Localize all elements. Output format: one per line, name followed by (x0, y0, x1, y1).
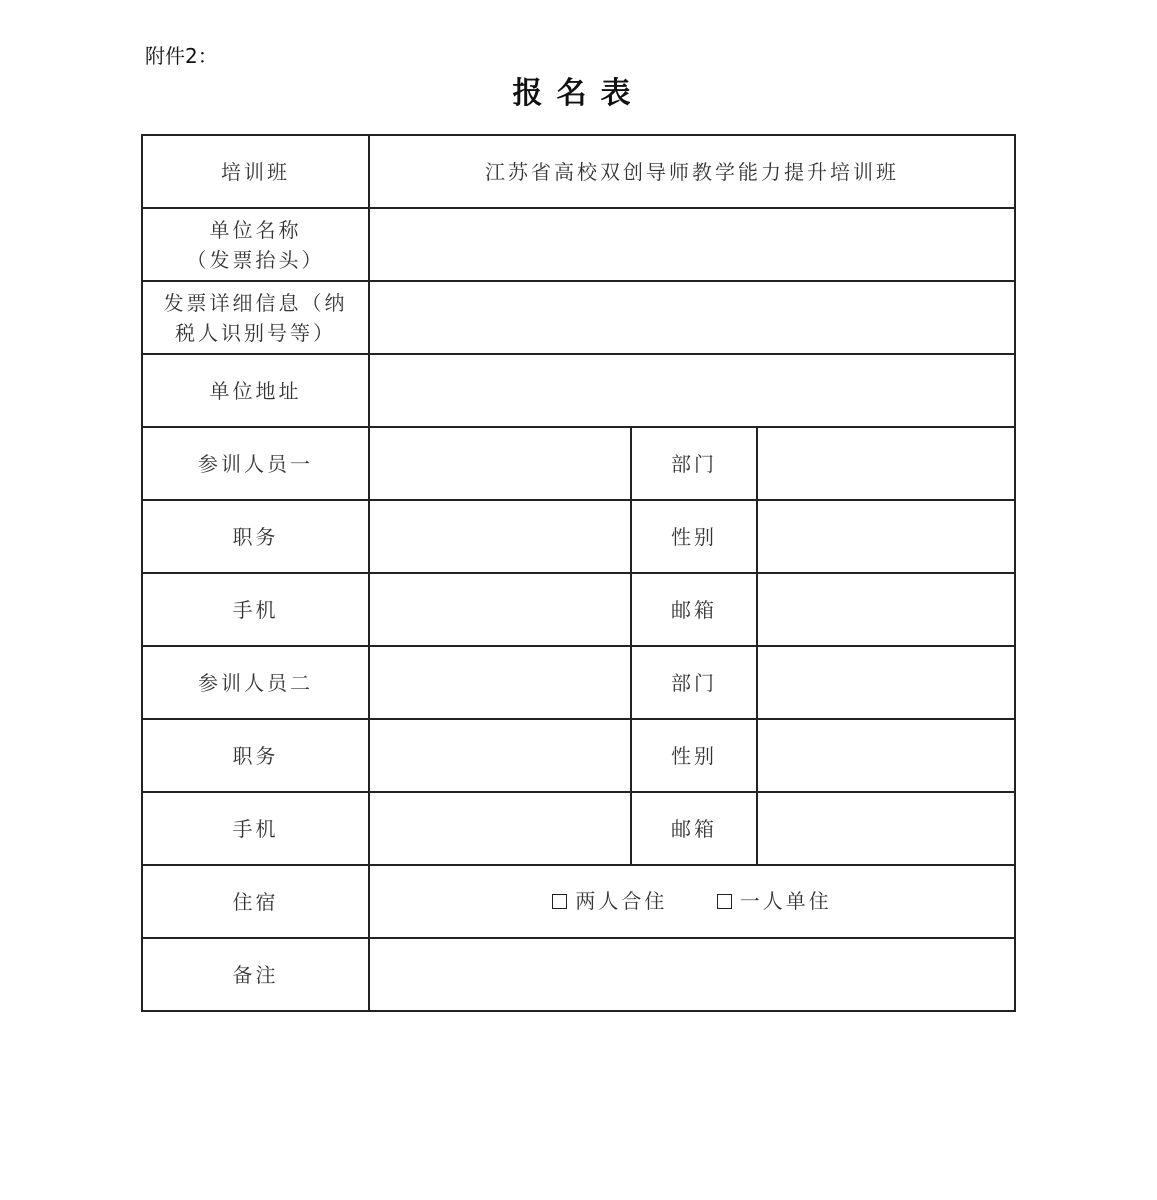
trainee-two-phone-field[interactable] (369, 792, 631, 865)
trainee-one-gender-field[interactable] (757, 500, 1015, 573)
registration-form-table (141, 134, 1016, 1012)
unit-name-field[interactable] (369, 208, 1015, 281)
single-room-label: 一人单住 (739, 889, 832, 914)
trainee-one-phone-label: 手机 (142, 573, 369, 646)
trainee-one-position-label: 职务 (142, 500, 369, 573)
trainee-two-email-field[interactable] (757, 792, 1015, 865)
single-room-checkbox[interactable] (717, 894, 732, 909)
row-lodging (142, 865, 1015, 938)
lodging-option-single[interactable] (717, 886, 832, 916)
trainee-one-email-field[interactable] (757, 573, 1015, 646)
shared-room-label: 两人合住 (575, 889, 668, 914)
row-trainee-two-name (142, 646, 1015, 719)
training-class-value: 江苏省高校双创导师教学能力提升培训班 (369, 135, 1015, 208)
row-unit-name (142, 208, 1015, 281)
trainee-one-name-label: 参训人员一 (142, 427, 369, 500)
trainee-two-gender-label: 性别 (631, 719, 757, 792)
row-remarks (142, 938, 1015, 1011)
invoice-detail-label (142, 281, 369, 354)
row-unit-address (142, 354, 1015, 427)
row-trainee-one-phone (142, 573, 1015, 646)
row-invoice-detail (142, 281, 1015, 354)
lodging-options (369, 865, 1015, 938)
lodging-label: 住宿 (142, 865, 369, 938)
trainee-two-name-field[interactable] (369, 646, 631, 719)
training-class-label: 培训班 (142, 135, 369, 208)
trainee-two-position-field[interactable] (369, 719, 631, 792)
trainee-two-email-label: 邮箱 (631, 792, 757, 865)
row-trainee-two-position (142, 719, 1015, 792)
page-title: 报名表 (512, 76, 645, 111)
trainee-one-department-field[interactable] (757, 427, 1015, 500)
invoice-detail-label-line1: 发票详细信息（纳 (163, 290, 348, 315)
unit-name-label-line1: 单位名称 (209, 217, 302, 242)
unit-name-label (142, 208, 369, 281)
row-trainee-one-position (142, 500, 1015, 573)
lodging-option-shared[interactable] (552, 886, 667, 916)
unit-address-label: 单位地址 (142, 354, 369, 427)
invoice-detail-field[interactable] (369, 281, 1015, 354)
row-trainee-one-name (142, 427, 1015, 500)
row-trainee-two-phone (142, 792, 1015, 865)
trainee-one-name-field[interactable] (369, 427, 631, 500)
trainee-two-department-field[interactable] (757, 646, 1015, 719)
unit-name-label-line2: （发票抬头） (186, 247, 325, 272)
shared-room-checkbox[interactable] (552, 894, 567, 909)
invoice-detail-label-line2: 税人识别号等） (175, 320, 336, 345)
trainee-two-name-label: 参训人员二 (142, 646, 369, 719)
remarks-field[interactable] (369, 938, 1015, 1011)
trainee-two-gender-field[interactable] (757, 719, 1015, 792)
unit-address-field[interactable] (369, 354, 1015, 427)
row-training-class (142, 135, 1015, 208)
trainee-one-phone-field[interactable] (369, 573, 631, 646)
trainee-one-email-label: 邮箱 (631, 573, 757, 646)
trainee-one-gender-label: 性别 (631, 500, 757, 573)
trainee-one-department-label: 部门 (631, 427, 757, 500)
trainee-two-phone-label: 手机 (142, 792, 369, 865)
trainee-two-department-label: 部门 (631, 646, 757, 719)
remarks-label: 备注 (142, 938, 369, 1011)
attachment-label: 附件2： (145, 44, 218, 68)
trainee-one-position-field[interactable] (369, 500, 631, 573)
trainee-two-position-label: 职务 (142, 719, 369, 792)
